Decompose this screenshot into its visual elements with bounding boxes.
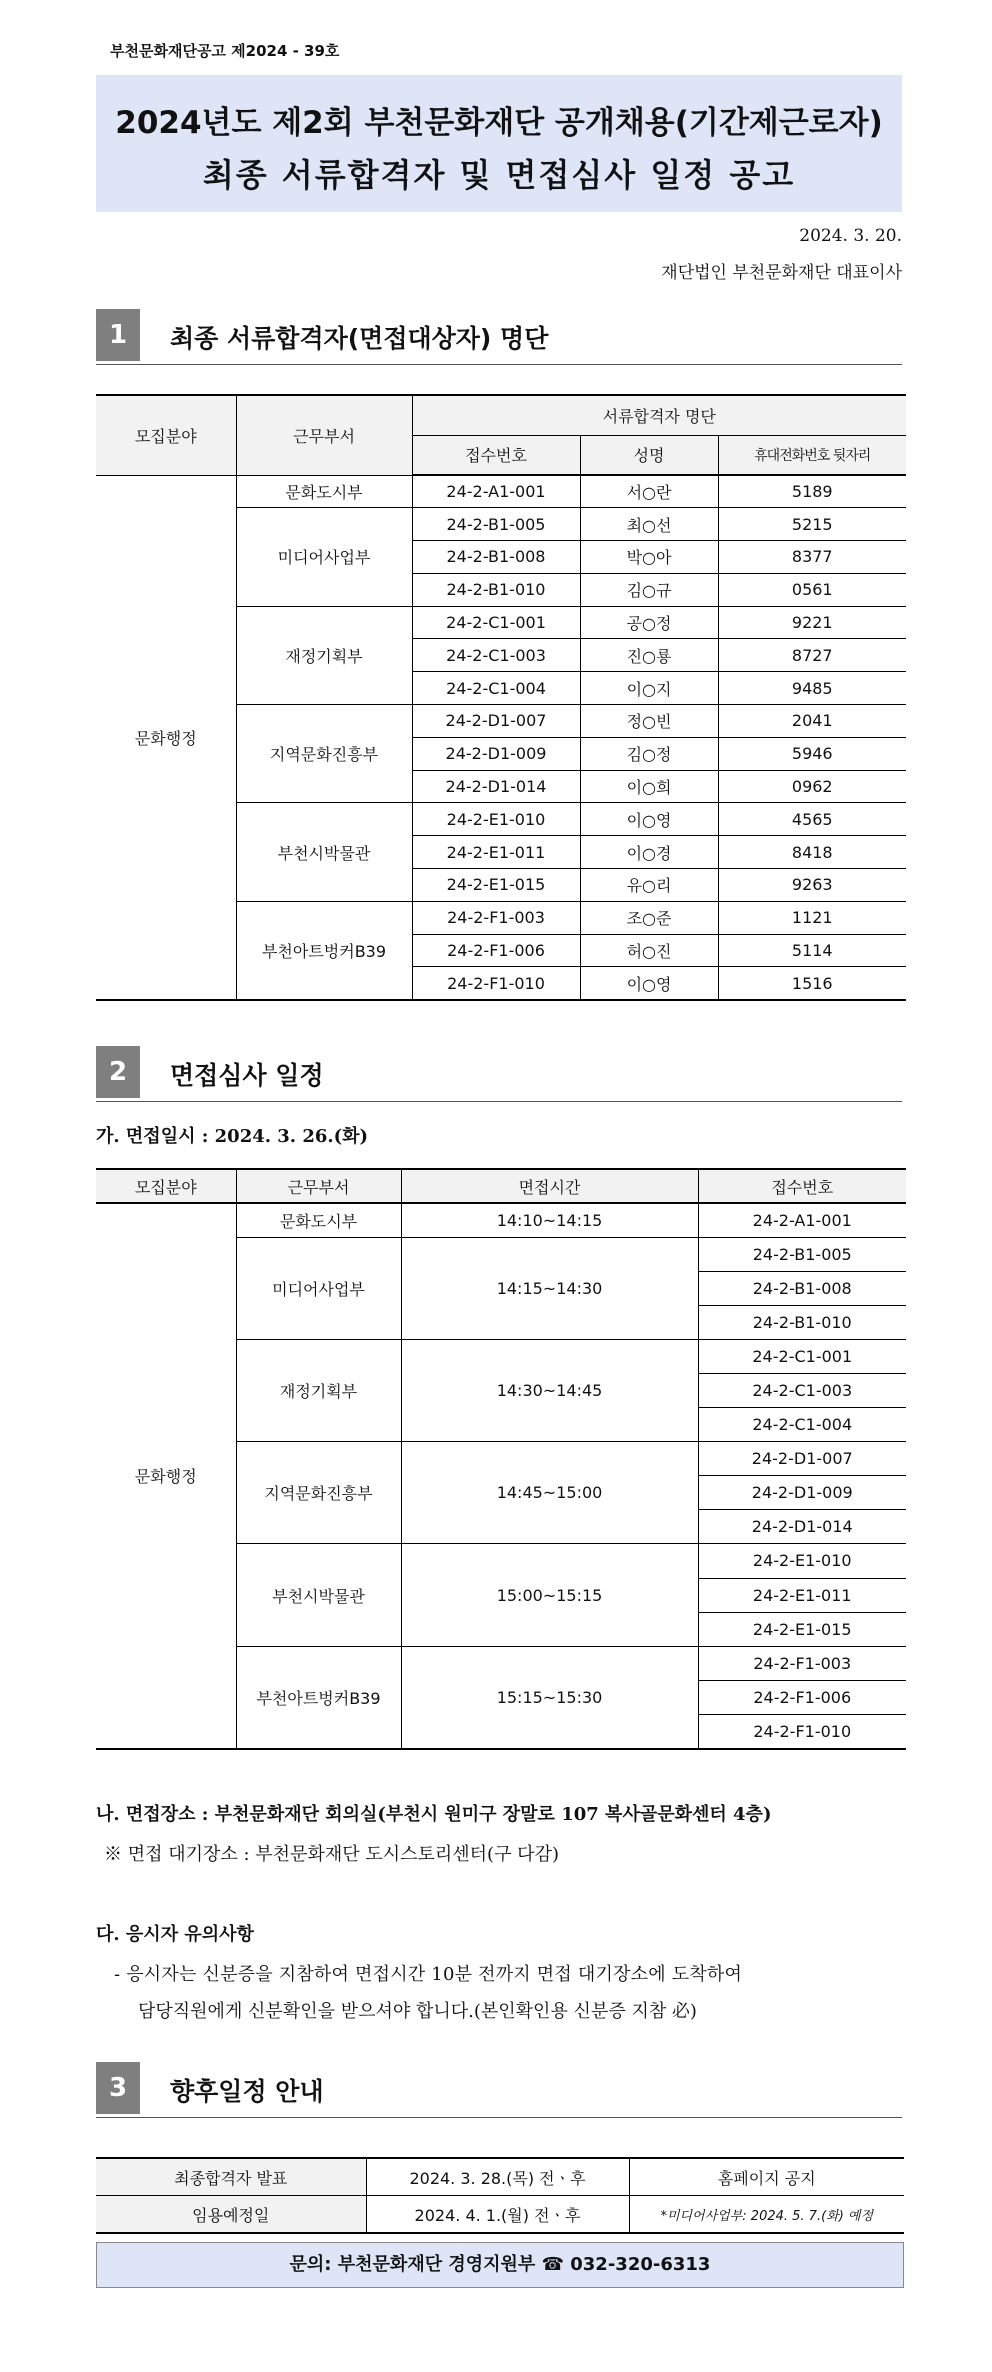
app-no-cell: 24-2-D1-014 <box>412 770 580 803</box>
app-no-cell: 24-2-C1-003 <box>412 639 580 672</box>
name-cell: 이○지 <box>580 672 718 705</box>
title-line-2: 최종 서류합격자 및 면접심사 일정 공고 <box>202 156 796 194</box>
app-no-cell: 24-2-C1-003 <box>698 1373 906 1407</box>
waiting-location-note: ※ 면접 대기장소 : 부천문화재단 도시스토리센터(구 다감) <box>104 1844 559 1865</box>
title-line-1: 2024년도 제2회 부천문화재단 공개채용(기간제근로자) <box>115 105 883 141</box>
col-header-time: 면접시간 <box>401 1169 698 1203</box>
col-header-field: 모집분야 <box>96 1169 236 1203</box>
name-cell: 허○진 <box>580 934 718 967</box>
app-no-cell: 24-2-C1-004 <box>698 1408 906 1442</box>
phone-cell: 8377 <box>718 541 906 574</box>
app-no-cell: 24-2-C1-004 <box>412 672 580 705</box>
phone-cell: 4565 <box>718 803 906 836</box>
name-cell: 김○정 <box>580 737 718 770</box>
name-cell: 이○영 <box>580 967 718 1000</box>
name-cell: 공○정 <box>580 606 718 639</box>
title-box <box>96 75 902 212</box>
col-header-passers: 서류합격자 명단 <box>412 395 906 435</box>
dept-cell: 미디어사업부 <box>236 1237 401 1339</box>
name-cell: 이○경 <box>580 836 718 869</box>
time-cell: 14:10~14:15 <box>401 1203 698 1237</box>
name-cell: 박○아 <box>580 541 718 574</box>
col-header-name: 성명 <box>580 435 718 475</box>
field-cell: 문화행정 <box>96 475 236 1000</box>
phone-cell: 5189 <box>718 475 906 508</box>
dept-cell: 지역문화진흥부 <box>236 1442 401 1544</box>
schedule-item: 임용예정일 <box>96 2196 366 2234</box>
app-no-cell: 24-2-F1-010 <box>412 967 580 1000</box>
app-no-cell: 24-2-D1-007 <box>412 705 580 738</box>
col-header-dept: 근무부서 <box>236 1169 401 1203</box>
dept-cell: 지역문화진흥부 <box>236 705 412 803</box>
section-number: 3 <box>96 2062 140 2114</box>
table-row <box>96 475 906 508</box>
time-cell: 14:30~14:45 <box>401 1339 698 1441</box>
app-no-cell: 24-2-E1-011 <box>698 1578 906 1612</box>
col-header-dept: 근무부서 <box>236 395 412 475</box>
name-cell: 서○란 <box>580 475 718 508</box>
dept-cell: 문화도시부 <box>236 475 412 508</box>
phone-cell: 5215 <box>718 508 906 541</box>
app-no-cell: 24-2-B1-005 <box>412 508 580 541</box>
app-no-cell: 24-2-F1-010 <box>698 1714 906 1748</box>
phone-cell: 0561 <box>718 573 906 606</box>
dept-cell: 부천아트벙커B39 <box>236 901 412 999</box>
app-no-cell: 24-2-C1-001 <box>698 1339 906 1373</box>
app-no-cell: 24-2-D1-007 <box>698 1442 906 1476</box>
time-cell: 15:00~15:15 <box>401 1544 698 1646</box>
name-cell: 정○빈 <box>580 705 718 738</box>
app-no-cell: 24-2-E1-015 <box>698 1612 906 1646</box>
interview-location: 나. 면접장소 : 부천문화재단 회의실(부천시 원미구 장말로 107 복사골문화센터 4층) <box>96 1804 772 1825</box>
dept-cell: 부천아트벙커B39 <box>236 1646 401 1748</box>
app-no-cell: 24-2-E1-011 <box>412 836 580 869</box>
phone-cell: 9263 <box>718 869 906 902</box>
dept-cell: 재정기획부 <box>236 1339 401 1441</box>
contact-box: 문의: 부천문화재단 경영지원부 ☎ 032-320-6313 <box>96 2242 904 2288</box>
name-cell: 김○규 <box>580 573 718 606</box>
app-no-cell: 24-2-B1-008 <box>698 1271 906 1305</box>
app-no-cell: 24-2-E1-015 <box>412 869 580 902</box>
section-1-header <box>96 309 902 365</box>
phone-cell: 5946 <box>718 737 906 770</box>
phone-cell: 0962 <box>718 770 906 803</box>
schedule-date: 2024. 4. 1.(월) 전ㆍ후 <box>366 2196 629 2234</box>
col-header-app-no: 접수번호 <box>412 435 580 475</box>
name-cell: 진○룡 <box>580 639 718 672</box>
section-number: 1 <box>96 309 140 361</box>
app-no-cell: 24-2-A1-001 <box>698 1203 906 1237</box>
app-no-cell: 24-2-C1-001 <box>412 606 580 639</box>
schedule-row <box>96 2196 904 2234</box>
time-cell: 15:15~15:30 <box>401 1646 698 1748</box>
schedule-note: 홈페이지 공지 <box>629 2158 904 2196</box>
future-schedule-table <box>96 2157 904 2234</box>
app-no-cell: 24-2-D1-009 <box>412 737 580 770</box>
phone-cell: 2041 <box>718 705 906 738</box>
name-cell: 이○영 <box>580 803 718 836</box>
dept-cell: 부천시박물관 <box>236 1544 401 1646</box>
dept-cell: 미디어사업부 <box>236 508 412 606</box>
phone-cell: 1516 <box>718 967 906 1000</box>
section-3-header <box>96 2062 902 2118</box>
table-row <box>96 1203 906 1237</box>
time-cell: 14:45~15:00 <box>401 1442 698 1544</box>
dept-cell: 문화도시부 <box>236 1203 401 1237</box>
document-number: 부천문화재단공고 제2024 - 39호 <box>110 42 340 60</box>
passers-table <box>96 394 906 1001</box>
schedule-date: 2024. 3. 28.(목) 전ㆍ후 <box>366 2158 629 2196</box>
app-no-cell: 24-2-B1-010 <box>412 573 580 606</box>
phone-cell: 5114 <box>718 934 906 967</box>
schedule-row <box>96 2158 904 2196</box>
dept-cell: 부천시박물관 <box>236 803 412 901</box>
app-no-cell: 24-2-D1-014 <box>698 1510 906 1544</box>
app-no-cell: 24-2-E1-010 <box>412 803 580 836</box>
announcement-date: 2024. 3. 20. <box>799 226 902 246</box>
app-no-cell: 24-2-B1-005 <box>698 1237 906 1271</box>
applicant-notice-line-2: 담당직원에게 신분확인을 받으셔야 합니다.(본인확인용 신분증 지참 必) <box>138 2001 697 2022</box>
applicant-notice-line-1: - 응시자는 신분증을 지참하여 면접시간 10분 전까지 면접 대기장소에 도착하여 <box>114 1964 743 1985</box>
app-no-cell: 24-2-D1-009 <box>698 1476 906 1510</box>
name-cell: 이○희 <box>580 770 718 803</box>
col-header-field: 모집분야 <box>96 395 236 475</box>
applicant-notice-heading: 다. 응시자 유의사항 <box>96 1924 254 1945</box>
dept-cell: 재정기획부 <box>236 606 412 704</box>
issuer: 재단법인 부천문화재단 대표이사 <box>661 263 902 283</box>
interview-schedule-table <box>96 1168 906 1750</box>
col-header-phone: 휴대전화번호 뒷자리 <box>718 435 906 475</box>
app-no-cell: 24-2-E1-010 <box>698 1544 906 1578</box>
section-title: 면접심사 일정 <box>170 1061 324 1090</box>
col-header-app-no: 접수번호 <box>698 1169 906 1203</box>
phone-cell: 9221 <box>718 606 906 639</box>
section-number: 2 <box>96 1046 140 1098</box>
section-2-header <box>96 1046 902 1102</box>
interview-date: 가. 면접일시 : 2024. 3. 26.(화) <box>96 1126 369 1147</box>
app-no-cell: 24-2-F1-003 <box>698 1646 906 1680</box>
schedule-note: *미디어사업부: 2024. 5. 7.(화) 예정 <box>629 2196 904 2234</box>
app-no-cell: 24-2-B1-010 <box>698 1305 906 1339</box>
section-title: 최종 서류합격자(면접대상자) 명단 <box>170 324 549 353</box>
app-no-cell: 24-2-A1-001 <box>412 475 580 508</box>
app-no-cell: 24-2-B1-008 <box>412 541 580 574</box>
name-cell: 조○준 <box>580 901 718 934</box>
section-title: 향후일정 안내 <box>170 2077 324 2106</box>
field-cell: 문화행정 <box>96 1203 236 1749</box>
app-no-cell: 24-2-F1-006 <box>412 934 580 967</box>
phone-cell: 8727 <box>718 639 906 672</box>
phone-cell: 8418 <box>718 836 906 869</box>
app-no-cell: 24-2-F1-006 <box>698 1680 906 1714</box>
name-cell: 유○리 <box>580 869 718 902</box>
name-cell: 최○선 <box>580 508 718 541</box>
app-no-cell: 24-2-F1-003 <box>412 901 580 934</box>
phone-cell: 9485 <box>718 672 906 705</box>
phone-cell: 1121 <box>718 901 906 934</box>
schedule-item: 최종합격자 발표 <box>96 2158 366 2196</box>
time-cell: 14:15~14:30 <box>401 1237 698 1339</box>
